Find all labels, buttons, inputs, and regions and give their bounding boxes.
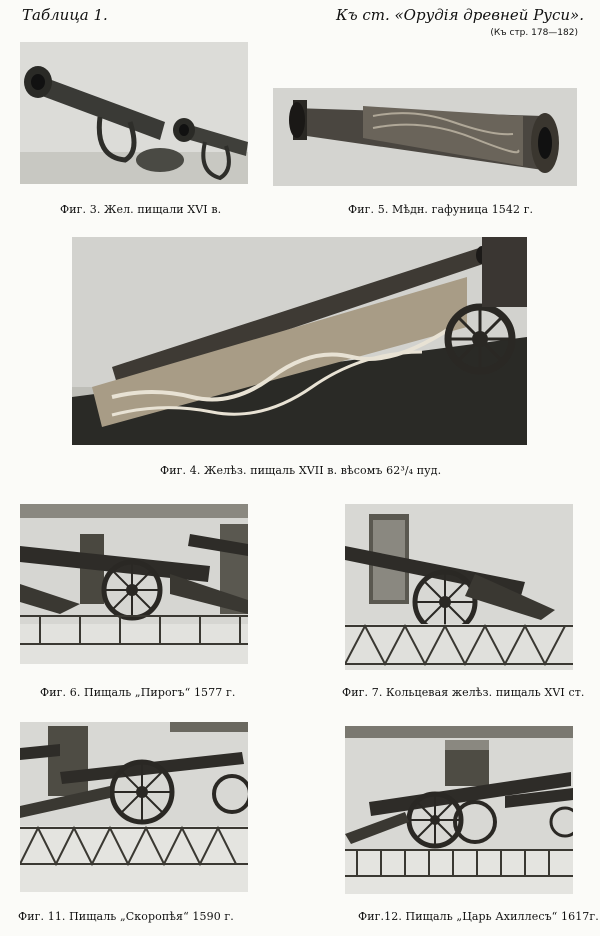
figure-11-photo [20, 722, 248, 892]
page-reference: (Къ стр. 178—182) [490, 28, 578, 38]
figure-5-caption: Фиг. 5. Мѣдн. гафуница 1542 г. [348, 203, 534, 216]
figure-6-photo [20, 504, 248, 664]
figure-3-caption: Фиг. 3. Жел. пищали XVI в. [60, 203, 222, 216]
figure-12-photo [345, 726, 573, 894]
figure-4-photo [72, 237, 527, 445]
figure-3-photo [20, 42, 248, 184]
figure-4-caption: Фиг. 4. Желѣз. пищаль XVII в. вѣсомъ 62³/₄ пуд. [160, 464, 442, 477]
figure-6-caption: Фиг. 6. Пищаль „Пирогъ“ 1577 г. [40, 686, 236, 699]
figure-11-caption: Фиг. 11. Пищаль „Скоропѣя“ 1590 г. [18, 910, 234, 923]
figure-7-caption: Фиг. 7. Кольцевая желѣз. пищаль XVI ст. [342, 686, 585, 699]
figure-12-caption: Фиг.12. Пищаль „Царь Ахиллесъ“ 1617г. [358, 910, 599, 923]
article-reference: Къ ст. «Орудія древней Руси». [335, 6, 584, 24]
figure-5-photo [273, 88, 577, 186]
figure-7-photo [345, 504, 573, 670]
table-label: Таблица 1. [22, 6, 108, 24]
